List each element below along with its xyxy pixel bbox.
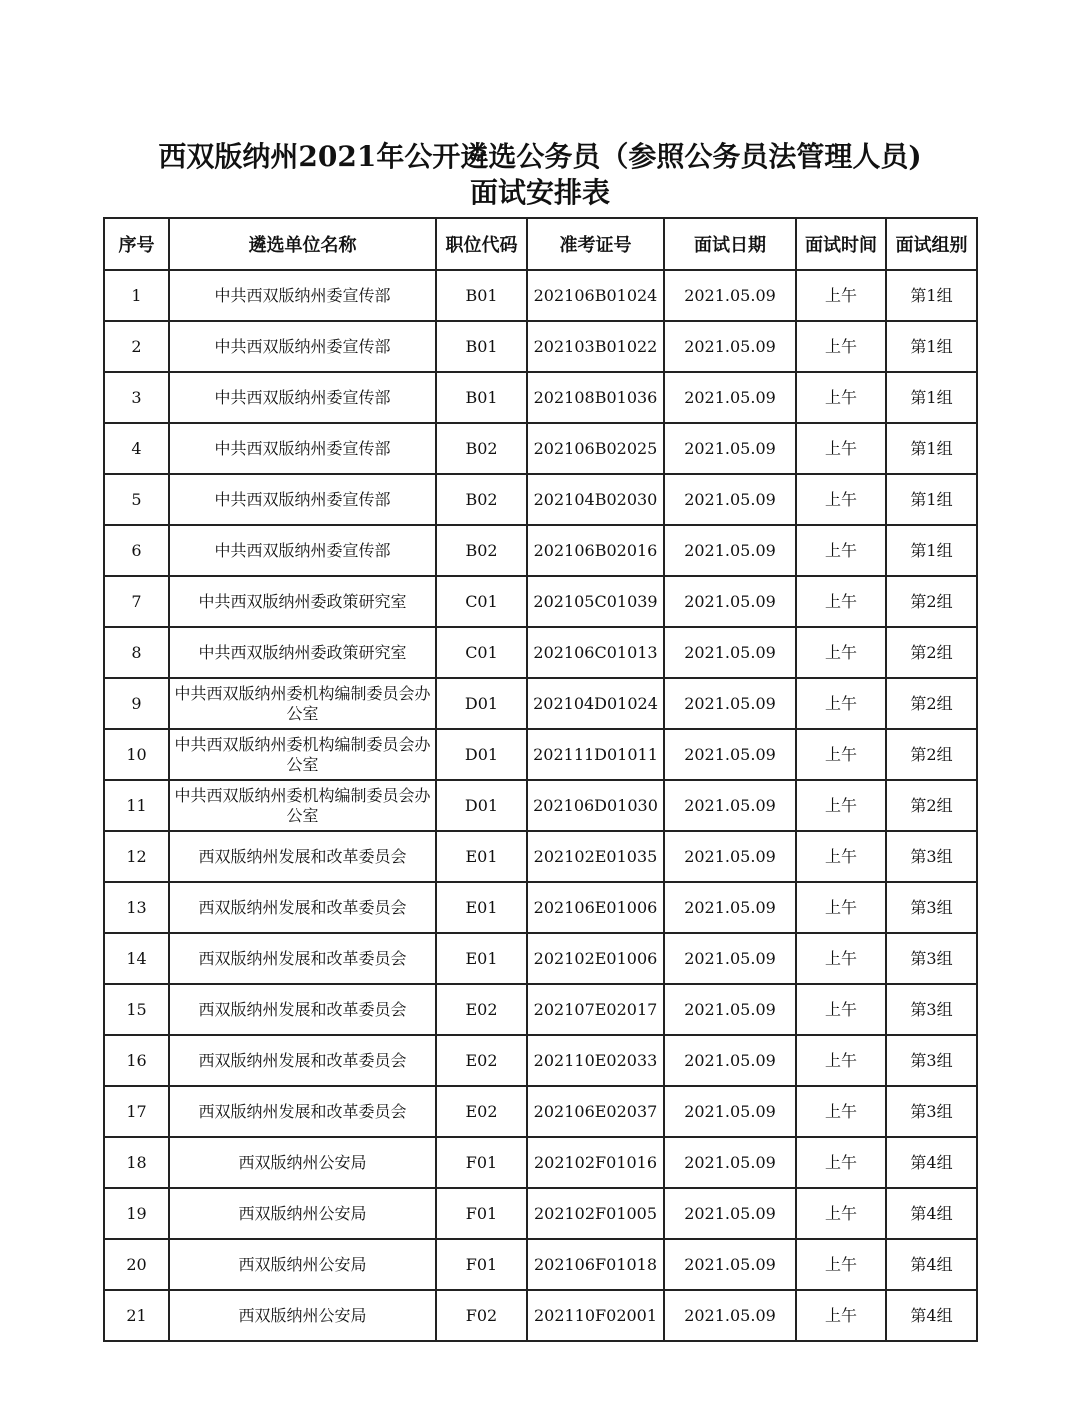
cell-unit: 西双版纳州公安局 bbox=[169, 1290, 436, 1341]
cell-unit: 中共西双版纳州委机构编制委员会办公室 bbox=[169, 729, 436, 780]
cell-seq: 5 bbox=[104, 474, 169, 525]
header-row bbox=[104, 218, 977, 270]
cell-seq: 3 bbox=[104, 372, 169, 423]
cell-group: 第3组 bbox=[886, 882, 977, 933]
cell-date: 2021.05.09 bbox=[664, 780, 796, 831]
cell-group: 第3组 bbox=[886, 933, 977, 984]
cell-date: 2021.05.09 bbox=[664, 729, 796, 780]
cell-date: 2021.05.09 bbox=[664, 1086, 796, 1137]
cell-time: 上午 bbox=[796, 1137, 886, 1188]
table-row bbox=[104, 831, 977, 882]
cell-date: 2021.05.09 bbox=[664, 372, 796, 423]
document-subtitle: 面试安排表 bbox=[469, 176, 610, 209]
cell-seq: 16 bbox=[104, 1035, 169, 1086]
cell-position-code: E02 bbox=[436, 1035, 527, 1086]
cell-time: 上午 bbox=[796, 1239, 886, 1290]
table-row bbox=[104, 882, 977, 933]
cell-date: 2021.05.09 bbox=[664, 1290, 796, 1341]
header-position-code: 职位代码 bbox=[436, 218, 527, 270]
cell-date: 2021.05.09 bbox=[664, 1035, 796, 1086]
cell-date: 2021.05.09 bbox=[664, 678, 796, 729]
cell-seq: 12 bbox=[104, 831, 169, 882]
cell-group: 第4组 bbox=[886, 1239, 977, 1290]
cell-unit: 中共西双版纳州委机构编制委员会办公室 bbox=[169, 780, 436, 831]
cell-date: 2021.05.09 bbox=[664, 831, 796, 882]
cell-exam-id: 202110F02001 bbox=[527, 1290, 664, 1341]
header-group: 面试组别 bbox=[886, 218, 977, 270]
cell-unit: 西双版纳州发展和改革委员会 bbox=[169, 1035, 436, 1086]
cell-time: 上午 bbox=[796, 1035, 886, 1086]
interview-schedule-table bbox=[103, 217, 978, 1342]
cell-group: 第2组 bbox=[886, 780, 977, 831]
cell-time: 上午 bbox=[796, 423, 886, 474]
table-row bbox=[104, 1290, 977, 1341]
table-row bbox=[104, 678, 977, 729]
table-row bbox=[104, 372, 977, 423]
cell-position-code: D01 bbox=[436, 780, 527, 831]
cell-unit: 西双版纳州公安局 bbox=[169, 1239, 436, 1290]
table-row bbox=[104, 576, 977, 627]
cell-seq: 10 bbox=[104, 729, 169, 780]
cell-date: 2021.05.09 bbox=[664, 1188, 796, 1239]
cell-time: 上午 bbox=[796, 627, 886, 678]
cell-exam-id: 202110E02033 bbox=[527, 1035, 664, 1086]
cell-time: 上午 bbox=[796, 933, 886, 984]
cell-position-code: F01 bbox=[436, 1137, 527, 1188]
cell-position-code: B02 bbox=[436, 525, 527, 576]
cell-time: 上午 bbox=[796, 525, 886, 576]
header-unit: 遴选单位名称 bbox=[169, 218, 436, 270]
cell-seq: 13 bbox=[104, 882, 169, 933]
cell-time: 上午 bbox=[796, 780, 886, 831]
table-row bbox=[104, 423, 977, 474]
cell-date: 2021.05.09 bbox=[664, 984, 796, 1035]
cell-seq: 9 bbox=[104, 678, 169, 729]
table-row bbox=[104, 321, 977, 372]
cell-time: 上午 bbox=[796, 372, 886, 423]
cell-unit: 西双版纳州发展和改革委员会 bbox=[169, 831, 436, 882]
cell-group: 第2组 bbox=[886, 576, 977, 627]
cell-position-code: E02 bbox=[436, 984, 527, 1035]
cell-exam-id: 202107E02017 bbox=[527, 984, 664, 1035]
cell-time: 上午 bbox=[796, 678, 886, 729]
cell-exam-id: 202106F01018 bbox=[527, 1239, 664, 1290]
table-row bbox=[104, 1188, 977, 1239]
cell-unit: 西双版纳州发展和改革委员会 bbox=[169, 984, 436, 1035]
cell-time: 上午 bbox=[796, 1086, 886, 1137]
cell-unit: 中共西双版纳州委宣传部 bbox=[169, 321, 436, 372]
cell-date: 2021.05.09 bbox=[664, 1137, 796, 1188]
table-row bbox=[104, 780, 977, 831]
cell-seq: 4 bbox=[104, 423, 169, 474]
cell-exam-id: 202106E02037 bbox=[527, 1086, 664, 1137]
cell-exam-id: 202106B01024 bbox=[527, 270, 664, 321]
header-exam-id: 准考证号 bbox=[527, 218, 664, 270]
cell-group: 第3组 bbox=[886, 1086, 977, 1137]
cell-date: 2021.05.09 bbox=[664, 270, 796, 321]
cell-position-code: F01 bbox=[436, 1239, 527, 1290]
cell-position-code: E01 bbox=[436, 933, 527, 984]
header-seq: 序号 bbox=[104, 218, 169, 270]
cell-position-code: E02 bbox=[436, 1086, 527, 1137]
cell-exam-id: 202102E01035 bbox=[527, 831, 664, 882]
cell-exam-id: 202106B02016 bbox=[527, 525, 664, 576]
cell-time: 上午 bbox=[796, 729, 886, 780]
cell-time: 上午 bbox=[796, 270, 886, 321]
cell-seq: 17 bbox=[104, 1086, 169, 1137]
cell-exam-id: 202106B02025 bbox=[527, 423, 664, 474]
cell-unit: 中共西双版纳州委宣传部 bbox=[169, 423, 436, 474]
cell-unit: 中共西双版纳州委机构编制委员会办公室 bbox=[169, 678, 436, 729]
cell-seq: 21 bbox=[104, 1290, 169, 1341]
cell-group: 第2组 bbox=[886, 678, 977, 729]
cell-position-code: B01 bbox=[436, 321, 527, 372]
cell-seq: 8 bbox=[104, 627, 169, 678]
cell-seq: 6 bbox=[104, 525, 169, 576]
cell-exam-id: 202102E01006 bbox=[527, 933, 664, 984]
cell-time: 上午 bbox=[796, 321, 886, 372]
cell-group: 第3组 bbox=[886, 984, 977, 1035]
cell-position-code: E01 bbox=[436, 882, 527, 933]
table-row bbox=[104, 1035, 977, 1086]
cell-group: 第1组 bbox=[886, 321, 977, 372]
table-header bbox=[104, 218, 977, 270]
cell-position-code: B02 bbox=[436, 474, 527, 525]
cell-exam-id: 202105C01039 bbox=[527, 576, 664, 627]
cell-exam-id: 202103B01022 bbox=[527, 321, 664, 372]
cell-position-code: B01 bbox=[436, 372, 527, 423]
cell-position-code: B02 bbox=[436, 423, 527, 474]
cell-group: 第4组 bbox=[886, 1290, 977, 1341]
cell-seq: 11 bbox=[104, 780, 169, 831]
cell-date: 2021.05.09 bbox=[664, 933, 796, 984]
cell-group: 第4组 bbox=[886, 1188, 977, 1239]
table-row bbox=[104, 1086, 977, 1137]
cell-unit: 西双版纳州发展和改革委员会 bbox=[169, 1086, 436, 1137]
cell-time: 上午 bbox=[796, 576, 886, 627]
table-row bbox=[104, 474, 977, 525]
cell-exam-id: 202106D01030 bbox=[527, 780, 664, 831]
cell-group: 第1组 bbox=[886, 372, 977, 423]
table-body bbox=[104, 270, 977, 1341]
cell-time: 上午 bbox=[796, 1290, 886, 1341]
cell-seq: 7 bbox=[104, 576, 169, 627]
cell-group: 第4组 bbox=[886, 1137, 977, 1188]
cell-seq: 1 bbox=[104, 270, 169, 321]
cell-time: 上午 bbox=[796, 831, 886, 882]
cell-unit: 西双版纳州发展和改革委员会 bbox=[169, 882, 436, 933]
cell-seq: 18 bbox=[104, 1137, 169, 1188]
cell-unit: 中共西双版纳州委政策研究室 bbox=[169, 627, 436, 678]
cell-position-code: C01 bbox=[436, 627, 527, 678]
table-row bbox=[104, 270, 977, 321]
cell-date: 2021.05.09 bbox=[664, 321, 796, 372]
table-row bbox=[104, 1137, 977, 1188]
cell-date: 2021.05.09 bbox=[664, 627, 796, 678]
cell-position-code: D01 bbox=[436, 678, 527, 729]
cell-time: 上午 bbox=[796, 474, 886, 525]
cell-date: 2021.05.09 bbox=[664, 525, 796, 576]
cell-group: 第2组 bbox=[886, 627, 977, 678]
cell-date: 2021.05.09 bbox=[664, 1239, 796, 1290]
cell-group: 第1组 bbox=[886, 423, 977, 474]
cell-position-code: C01 bbox=[436, 576, 527, 627]
cell-unit: 中共西双版纳州委宣传部 bbox=[169, 474, 436, 525]
cell-seq: 15 bbox=[104, 984, 169, 1035]
table-row bbox=[104, 933, 977, 984]
cell-exam-id: 202102F01016 bbox=[527, 1137, 664, 1188]
cell-position-code: F02 bbox=[436, 1290, 527, 1341]
cell-date: 2021.05.09 bbox=[664, 576, 796, 627]
cell-group: 第3组 bbox=[886, 831, 977, 882]
document-title: 西双版纳州2021年公开遴选公务员（参照公务员法管理人员) bbox=[158, 140, 922, 173]
cell-unit: 中共西双版纳州委宣传部 bbox=[169, 525, 436, 576]
cell-seq: 19 bbox=[104, 1188, 169, 1239]
cell-exam-id: 202104B02030 bbox=[527, 474, 664, 525]
table-row bbox=[104, 729, 977, 780]
cell-group: 第2组 bbox=[886, 729, 977, 780]
cell-seq: 14 bbox=[104, 933, 169, 984]
cell-unit: 中共西双版纳州委宣传部 bbox=[169, 372, 436, 423]
cell-seq: 2 bbox=[104, 321, 169, 372]
cell-group: 第1组 bbox=[886, 525, 977, 576]
table-row bbox=[104, 525, 977, 576]
table-row bbox=[104, 627, 977, 678]
cell-exam-id: 202108B01036 bbox=[527, 372, 664, 423]
cell-exam-id: 202106E01006 bbox=[527, 882, 664, 933]
cell-date: 2021.05.09 bbox=[664, 474, 796, 525]
cell-group: 第1组 bbox=[886, 270, 977, 321]
cell-time: 上午 bbox=[796, 1188, 886, 1239]
cell-exam-id: 202111D01011 bbox=[527, 729, 664, 780]
cell-exam-id: 202102F01005 bbox=[527, 1188, 664, 1239]
cell-group: 第1组 bbox=[886, 474, 977, 525]
cell-date: 2021.05.09 bbox=[664, 423, 796, 474]
cell-position-code: E01 bbox=[436, 831, 527, 882]
cell-position-code: D01 bbox=[436, 729, 527, 780]
cell-exam-id: 202104D01024 bbox=[527, 678, 664, 729]
cell-unit: 西双版纳州发展和改革委员会 bbox=[169, 933, 436, 984]
cell-position-code: B01 bbox=[436, 270, 527, 321]
cell-position-code: F01 bbox=[436, 1188, 527, 1239]
cell-exam-id: 202106C01013 bbox=[527, 627, 664, 678]
cell-unit: 中共西双版纳州委政策研究室 bbox=[169, 576, 436, 627]
header-time: 面试时间 bbox=[796, 218, 886, 270]
cell-seq: 20 bbox=[104, 1239, 169, 1290]
cell-time: 上午 bbox=[796, 984, 886, 1035]
cell-unit: 西双版纳州公安局 bbox=[169, 1188, 436, 1239]
cell-group: 第3组 bbox=[886, 1035, 977, 1086]
cell-date: 2021.05.09 bbox=[664, 882, 796, 933]
header-date: 面试日期 bbox=[664, 218, 796, 270]
cell-time: 上午 bbox=[796, 882, 886, 933]
table-row bbox=[104, 1239, 977, 1290]
table-row bbox=[104, 984, 977, 1035]
cell-unit: 中共西双版纳州委宣传部 bbox=[169, 270, 436, 321]
cell-unit: 西双版纳州公安局 bbox=[169, 1137, 436, 1188]
